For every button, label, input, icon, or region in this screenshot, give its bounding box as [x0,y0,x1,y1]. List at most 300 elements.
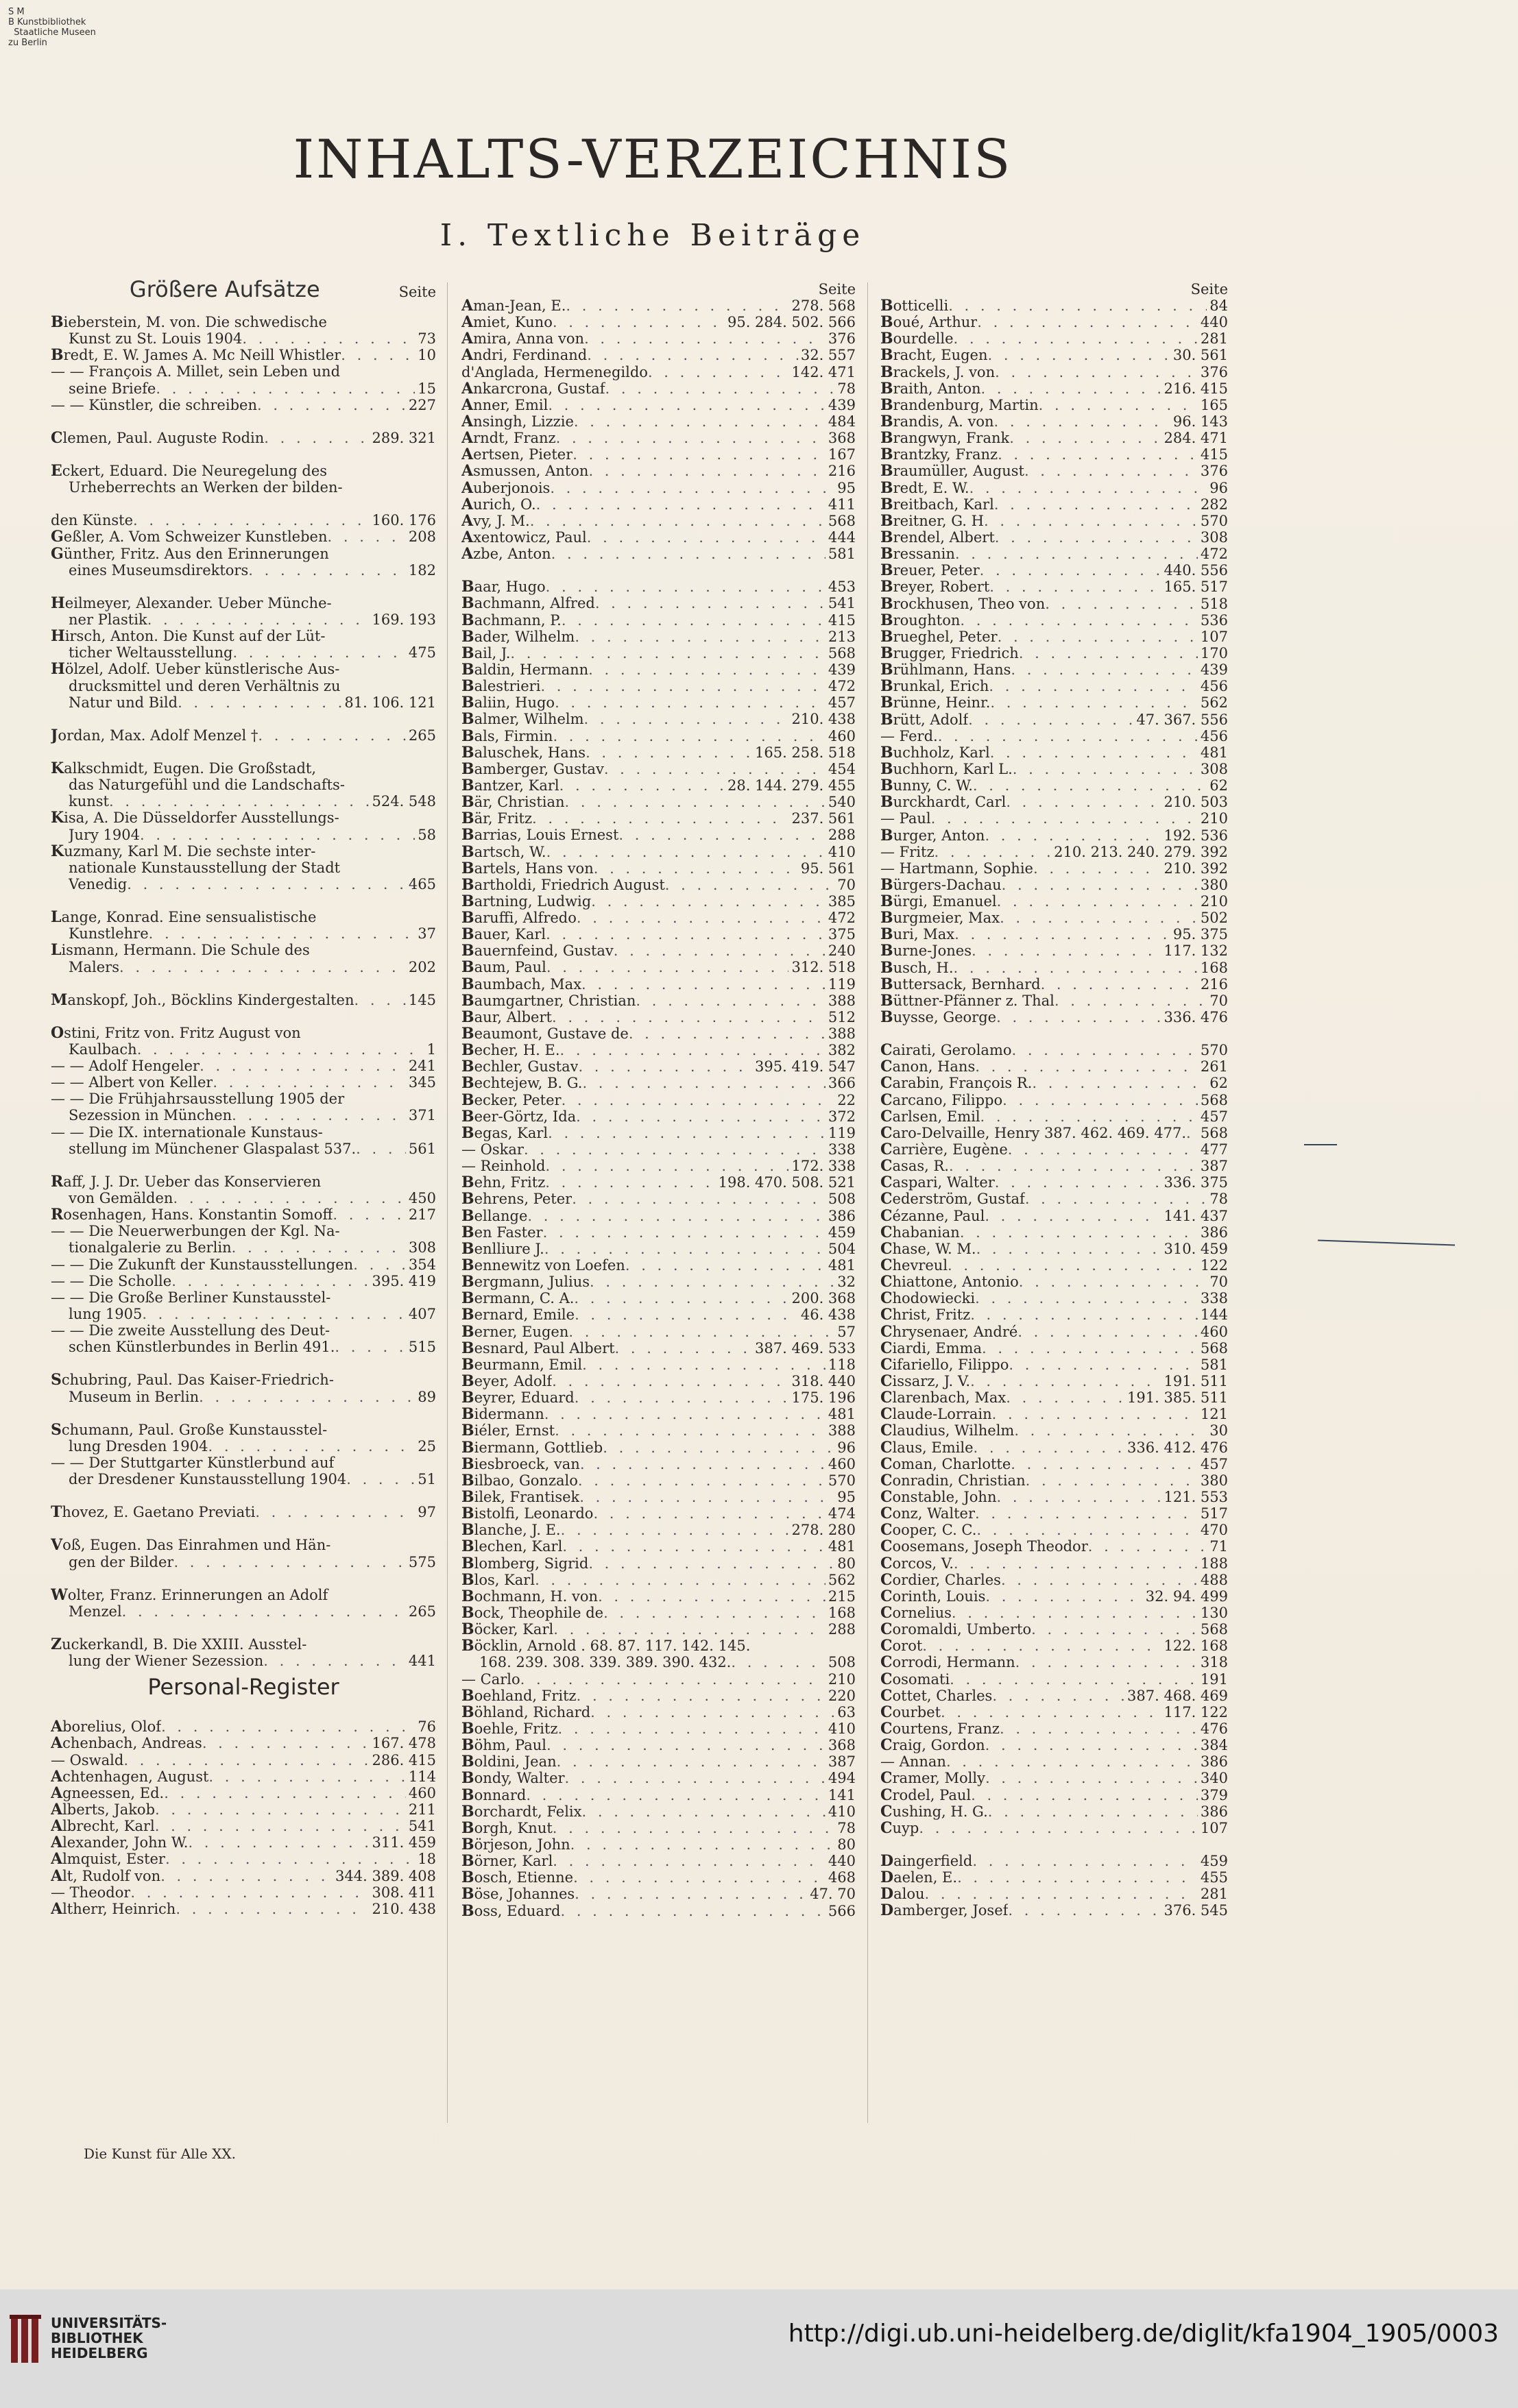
index-entry [880,942,1228,959]
entry-text: gen der Bilder [69,1553,174,1570]
page-numbers: 182 [408,561,436,579]
index-entry [51,1223,436,1239]
dot-leader [960,1224,1198,1241]
dot-leader [552,1373,788,1389]
index-entry [880,1489,1228,1505]
page-numbers: 80 [837,1555,856,1572]
initial-letter: B [461,1836,474,1853]
index-entry [51,512,436,528]
index-entry [461,777,856,794]
dot-leader [346,1471,415,1487]
index-entry [461,860,856,877]
page-numbers: 475 [408,644,436,661]
permalink-url[interactable]: http://digi.ub.uni-heidelberg.de/diglit/kfa1904_1905/0003 [788,2320,1499,2348]
index-entry [461,1191,856,1207]
initial-letter: C [880,1786,893,1803]
entry-text: Asmussen, Anton [461,463,589,480]
index-entry [880,1505,1228,1522]
page-numbers: 281 [1200,330,1228,348]
entry-text: Beyrer, Eduard [461,1389,575,1407]
dot-leader [176,1901,369,1917]
dot-leader [985,1208,1161,1224]
index-entry [461,1605,856,1621]
dot-leader [1008,1902,1161,1919]
page-numbers: 216 [828,463,856,480]
index-entry [880,430,1228,446]
entry-text: Blos, Karl [461,1571,535,1588]
entry-text: Cifariello, Filippo [880,1356,1009,1373]
index-entry [880,364,1228,380]
page-numbers: 25 [418,1437,436,1455]
page-numbers: 107 [1200,1819,1228,1836]
initial-letter: B [461,1803,474,1820]
index-entry [461,1572,856,1588]
initial-letter: B [461,611,474,629]
index-entry [880,1522,1228,1538]
entry-text: Axentowicz, Paul [461,528,587,546]
university-library-name [51,2315,167,2361]
index-entry [880,1158,1228,1174]
entry-text: Boehland, Fritz [461,1687,577,1704]
initial-letter: B [461,1869,474,1886]
initial-letter: K [51,759,64,777]
page-numbers: 336. 375 [1164,1174,1228,1191]
page-numbers: 114 [408,1768,436,1785]
seite-label: Seite [1190,281,1228,297]
index-entry [51,727,436,744]
index-entry [461,1290,856,1306]
page-numbers: 216. 415 [1164,380,1228,397]
index-entry [51,1124,436,1141]
index-entry [880,1720,1228,1737]
index-entry [51,777,436,793]
index-entry [880,1737,1228,1753]
entry-text: Wolter, Franz. Erinnerungen an Adolf [51,1586,328,1603]
dot-leader [593,1505,825,1522]
entry-text: — — Die Frühjahrsausstellung 1905 der [51,1091,345,1108]
entry-text: Conradin, Christian [880,1472,1026,1489]
initial-letter: B [461,1522,474,1539]
initial-letter: B [880,463,893,480]
initial-letter: C [880,1522,893,1539]
page-numbers: 160. 176 [372,512,436,529]
initial-letter: A [461,479,474,496]
entry-text: Hirsch, Anton. Die Kunst auf der Lüt- [51,628,326,645]
index-entry [880,910,1228,926]
initial-letter: C [880,1621,893,1638]
spacer [461,562,856,579]
index-entry [880,1588,1228,1605]
entry-text: Ostini, Fritz von. Fritz August von [51,1024,301,1041]
dot-leader [333,1206,406,1223]
dot-leader [570,1836,835,1853]
index-entry [461,314,856,330]
index-entry [461,297,856,314]
page-numbers: 278. 280 [791,1522,856,1539]
entry-text: Biermann, Gottlieb [461,1439,603,1456]
page-numbers: 118 [828,1356,856,1373]
initial-letter: V [51,1537,63,1554]
viewer-footer-bar [0,2289,1518,2408]
entry-text: — Annan [880,1753,946,1771]
dot-leader [173,1190,405,1206]
entry-text: Baar, Hugo [461,579,546,596]
initial-letter: B [461,1687,474,1704]
initial-letter: B [880,413,893,430]
entry-text: Behrens, Peter [461,1191,573,1208]
page-numbers: 141 [828,1786,856,1803]
index-entry [461,1522,856,1538]
initial-letter: C [880,1389,893,1407]
entry-text: Börner, Karl [461,1853,553,1870]
page-numbers: 387 [1200,1158,1228,1175]
index-entry [461,612,856,629]
dot-leader [562,612,826,629]
index-entry [51,876,436,892]
initial-letter: A [461,546,474,563]
entry-text: Bilek, Frantisek [461,1488,580,1506]
initial-letter: B [880,430,893,447]
entry-text: Courtens, Franz [880,1720,1000,1738]
index-entry [461,1903,856,1919]
initial-letter: B [51,347,64,364]
dot-leader [546,1737,826,1753]
dot-leader [980,1108,1198,1125]
index-entry [880,1621,1228,1638]
dot-leader [992,1406,1198,1422]
entry-text: Chodowiecki [880,1290,976,1307]
index-entry [880,1324,1228,1340]
dot-leader [976,1241,1161,1257]
entry-text: Constable, John [880,1488,997,1506]
entry-text: Heilmeyer, Alexander. Ueber Münche- [51,594,332,611]
dot-leader [590,1274,834,1290]
spacer [51,1008,436,1025]
stamp-line: Staatliche Museen [8,27,96,38]
entry-text: Alexander, John W. [51,1834,189,1851]
page-numbers: 95. 284. 502. 566 [727,314,856,331]
column-divider [867,282,868,2123]
entry-text: — Reinhold [461,1158,546,1175]
index-entry [880,1688,1228,1704]
index-entry [880,794,1228,810]
initial-letter: C [880,1638,893,1655]
dot-leader [588,1555,834,1572]
initial-letter: B [880,893,893,910]
dot-leader [356,1141,406,1157]
index-entry [880,1439,1228,1456]
entry-text: Brangwyn, Frank [880,430,1010,447]
entry-text: Bonnard [461,1786,527,1803]
index-entry [461,1688,856,1704]
entry-text: Kisa, A. Die Düsseldorfer Ausstellungs- [51,810,339,827]
initial-letter: B [461,1505,474,1522]
index-entry [461,1671,856,1688]
page-numbers: 407 [408,1306,436,1323]
initial-letter: A [51,1718,63,1736]
index-entry [461,1753,856,1770]
dot-leader [558,1720,826,1737]
entry-text: Beurmann, Emil [461,1356,583,1373]
index-entry [51,1801,436,1818]
dot-leader [540,678,825,694]
entry-text: Menzel [69,1603,122,1620]
page-numbers: 284. 471 [1164,430,1228,447]
page-numbers: 568 [828,644,856,661]
index-entry [461,1654,856,1670]
initial-letter: C [880,1075,893,1092]
page-numbers: 121 [1200,1406,1228,1423]
entry-text: Bartholdi, Friedrich August [461,876,665,893]
page-numbers: 165 [1200,396,1228,413]
page-numbers: 210. 392 [1164,860,1228,877]
dot-leader [996,1009,1161,1025]
dot-leader [919,1820,1198,1836]
index-entry [51,1074,436,1091]
initial-letter: C [880,1538,893,1555]
initial-letter: C [880,1687,893,1704]
page-numbers: 168 [828,1604,856,1621]
entry-text: Blomberg, Sigrid [461,1555,589,1572]
page-numbers: 73 [418,330,436,348]
initial-letter: B [461,992,474,1009]
entry-text: d'Anglada, Hermenegildo [461,363,648,380]
index-entry [461,1075,856,1091]
page-numbers: 371 [408,1107,436,1124]
initial-letter: A [51,1851,63,1868]
page-numbers: 453 [828,579,856,596]
page-numbers: 76 [418,1718,436,1736]
dot-leader [1045,596,1198,612]
index-entry [880,1869,1228,1886]
page-numbers: 57 [837,1323,856,1340]
dot-leader [1055,993,1207,1009]
dot-leader [572,1191,826,1207]
section-title: I. Textliche Beiträge [439,218,866,253]
initial-letter: B [461,694,474,712]
entry-text: Bosch, Etienne [461,1869,574,1886]
initial-letter: A [461,396,474,413]
initial-letter: B [880,744,893,761]
entry-text: Bressanin [880,546,955,563]
index-entry [51,1239,436,1256]
dot-leader [1039,397,1198,413]
dot-leader [1001,1572,1198,1588]
index-entry [461,1306,856,1323]
dot-leader [1009,1357,1198,1373]
dot-leader [935,844,1052,860]
index-entry [461,976,856,993]
page-numbers: 372 [828,1108,856,1125]
entry-text: Bamberger, Gustav [461,760,604,777]
initial-letter: B [461,1555,474,1572]
entry-text: Botticelli [880,297,949,315]
pencil-mark [1304,1144,1337,1145]
initial-letter: C [880,1224,893,1241]
dot-leader [532,810,788,827]
page-numbers: 95. 375 [1172,926,1228,943]
index-entry [461,1720,856,1737]
initial-letter: B [461,1306,474,1324]
initial-letter: O [51,1024,64,1041]
index-entry [880,1108,1228,1125]
initial-letter: C [880,1455,893,1472]
initial-letter: E [51,462,62,480]
page-numbers: 145 [408,991,436,1008]
dot-leader [582,1803,826,1820]
page-numbers: 508 [828,1654,856,1671]
initial-letter: B [880,297,893,315]
index-entry [51,810,436,826]
entry-text: Cosomati [880,1670,950,1688]
dot-leader [566,297,788,314]
index-entry [51,644,436,661]
page-numbers: 28. 144. 279. 455 [727,777,856,794]
index-entry [51,1818,436,1834]
entry-text: Baumbach, Max [461,975,582,993]
logo-text-line: UNIVERSITÄTS- [51,2315,167,2331]
index-entry [880,1820,1228,1836]
dot-leader [985,1737,1198,1753]
initial-letter: A [461,512,474,529]
entry-text: Thovez, E. Gaetano Previati [51,1504,256,1521]
dot-leader [618,827,826,843]
index-entry [880,1257,1228,1274]
initial-letter: B [461,1455,474,1472]
index-entry [51,363,436,380]
entry-text: Christ, Fritz [880,1306,971,1324]
dot-leader [1002,1092,1198,1108]
page-numbers: 265 [408,727,436,744]
index-entry [461,926,856,942]
dot-leader [970,1373,1161,1389]
index-entry [51,1785,436,1801]
initial-letter: B [880,760,893,778]
index-entry [461,1141,856,1158]
page-numbers: 96. 143 [1172,413,1228,430]
page-numbers: 30. 561 [1172,347,1228,364]
entry-text: Coman, Charlotte [880,1455,1011,1472]
spacer [51,1157,436,1173]
index-entry [880,1654,1228,1670]
initial-letter: A [51,1900,63,1917]
page-numbers: 388 [828,1422,856,1439]
initial-letter: D [880,1869,894,1886]
page-numbers: 481 [828,1406,856,1423]
initial-letter: C [880,1274,893,1291]
dot-leader [970,1306,1198,1323]
dot-leader [553,314,725,330]
initial-letter: D [880,1902,894,1919]
entry-text: Boldini, Jean [461,1753,557,1771]
page-numbers: 376. 545 [1164,1902,1228,1919]
entry-text: drucksmittel und deren Verhältnis zu [69,677,341,694]
entry-text: Chiattone, Antonio [880,1274,1019,1291]
dot-leader [955,546,1198,562]
initial-letter: J [51,727,58,744]
page-numbers: 80 [837,1836,856,1853]
initial-letter: W [51,1586,68,1603]
index-entry [461,595,856,611]
index-entry [461,827,856,843]
page-numbers: 570 [1200,1042,1228,1059]
index-entry [880,645,1228,661]
index-entry [51,909,436,925]
index-entry [51,1768,436,1785]
initial-letter: C [880,1505,893,1522]
initial-letter: B [880,644,893,662]
index-entry [461,877,856,893]
dot-leader [264,430,369,446]
seite-label: Seite [818,281,856,297]
seite-label: Seite [398,284,436,300]
dot-leader [576,1108,826,1125]
dot-leader [941,1704,1161,1720]
entry-text: Albrecht, Karl [51,1818,155,1835]
dot-leader [147,611,370,628]
index-entry [51,562,436,579]
page-numbers: 345 [408,1074,436,1091]
spacer [51,975,436,992]
page-numbers: 440 [828,1853,856,1870]
index-entry [461,330,856,347]
entry-text: Dalou [880,1886,925,1903]
dot-leader [952,1605,1198,1621]
index-entry [461,480,856,496]
entry-text: Benlliure J. [461,1240,544,1258]
entry-text: Bidermann [461,1406,544,1423]
page-numbers: 217 [408,1206,436,1224]
index-entry [461,1820,856,1836]
entry-text: das Naturgefühl und die Landschafts- [69,777,345,794]
initial-letter: A [51,1735,63,1752]
index-entry [461,942,856,959]
entry-text: Aman-Jean, E. [461,297,566,315]
page-numbers: 119 [828,1124,856,1141]
initial-letter: H [51,661,65,678]
dot-leader [954,926,1170,942]
index-entry [461,1058,856,1075]
initial-letter: B [461,1339,474,1357]
index-entry [461,711,856,727]
page-numbers: 387. 468. 469 [1127,1687,1228,1704]
dot-leader [551,546,826,562]
dot-leader [559,777,725,794]
page-numbers: 47. 367. 556 [1136,711,1228,728]
index-entry [880,1406,1228,1422]
entry-text: — — Albert von Keller [51,1074,213,1091]
initial-letter: A [461,496,474,513]
dot-leader [973,777,1207,794]
index-entry [880,860,1228,877]
page-numbers: 395. 419 [372,1272,436,1289]
initial-letter: B [880,794,893,811]
index-entry [51,992,436,1008]
dot-leader [164,1785,406,1801]
initial-letter: C [880,1803,893,1820]
entry-text: — Oskar [461,1141,524,1158]
index-entry [880,413,1228,430]
index-entry [461,1853,856,1869]
entry-text: Bantzer, Karl [461,777,559,794]
dot-leader [575,1886,807,1902]
dot-leader [335,1339,406,1355]
page-numbers: 32 [837,1274,856,1291]
entry-text: Hölzel, Adolf. Ueber künstlerische Aus- [51,661,340,678]
page-numbers: 410 [828,843,856,860]
page-numbers: 477 [1200,1141,1228,1158]
dot-leader [1006,1389,1124,1406]
